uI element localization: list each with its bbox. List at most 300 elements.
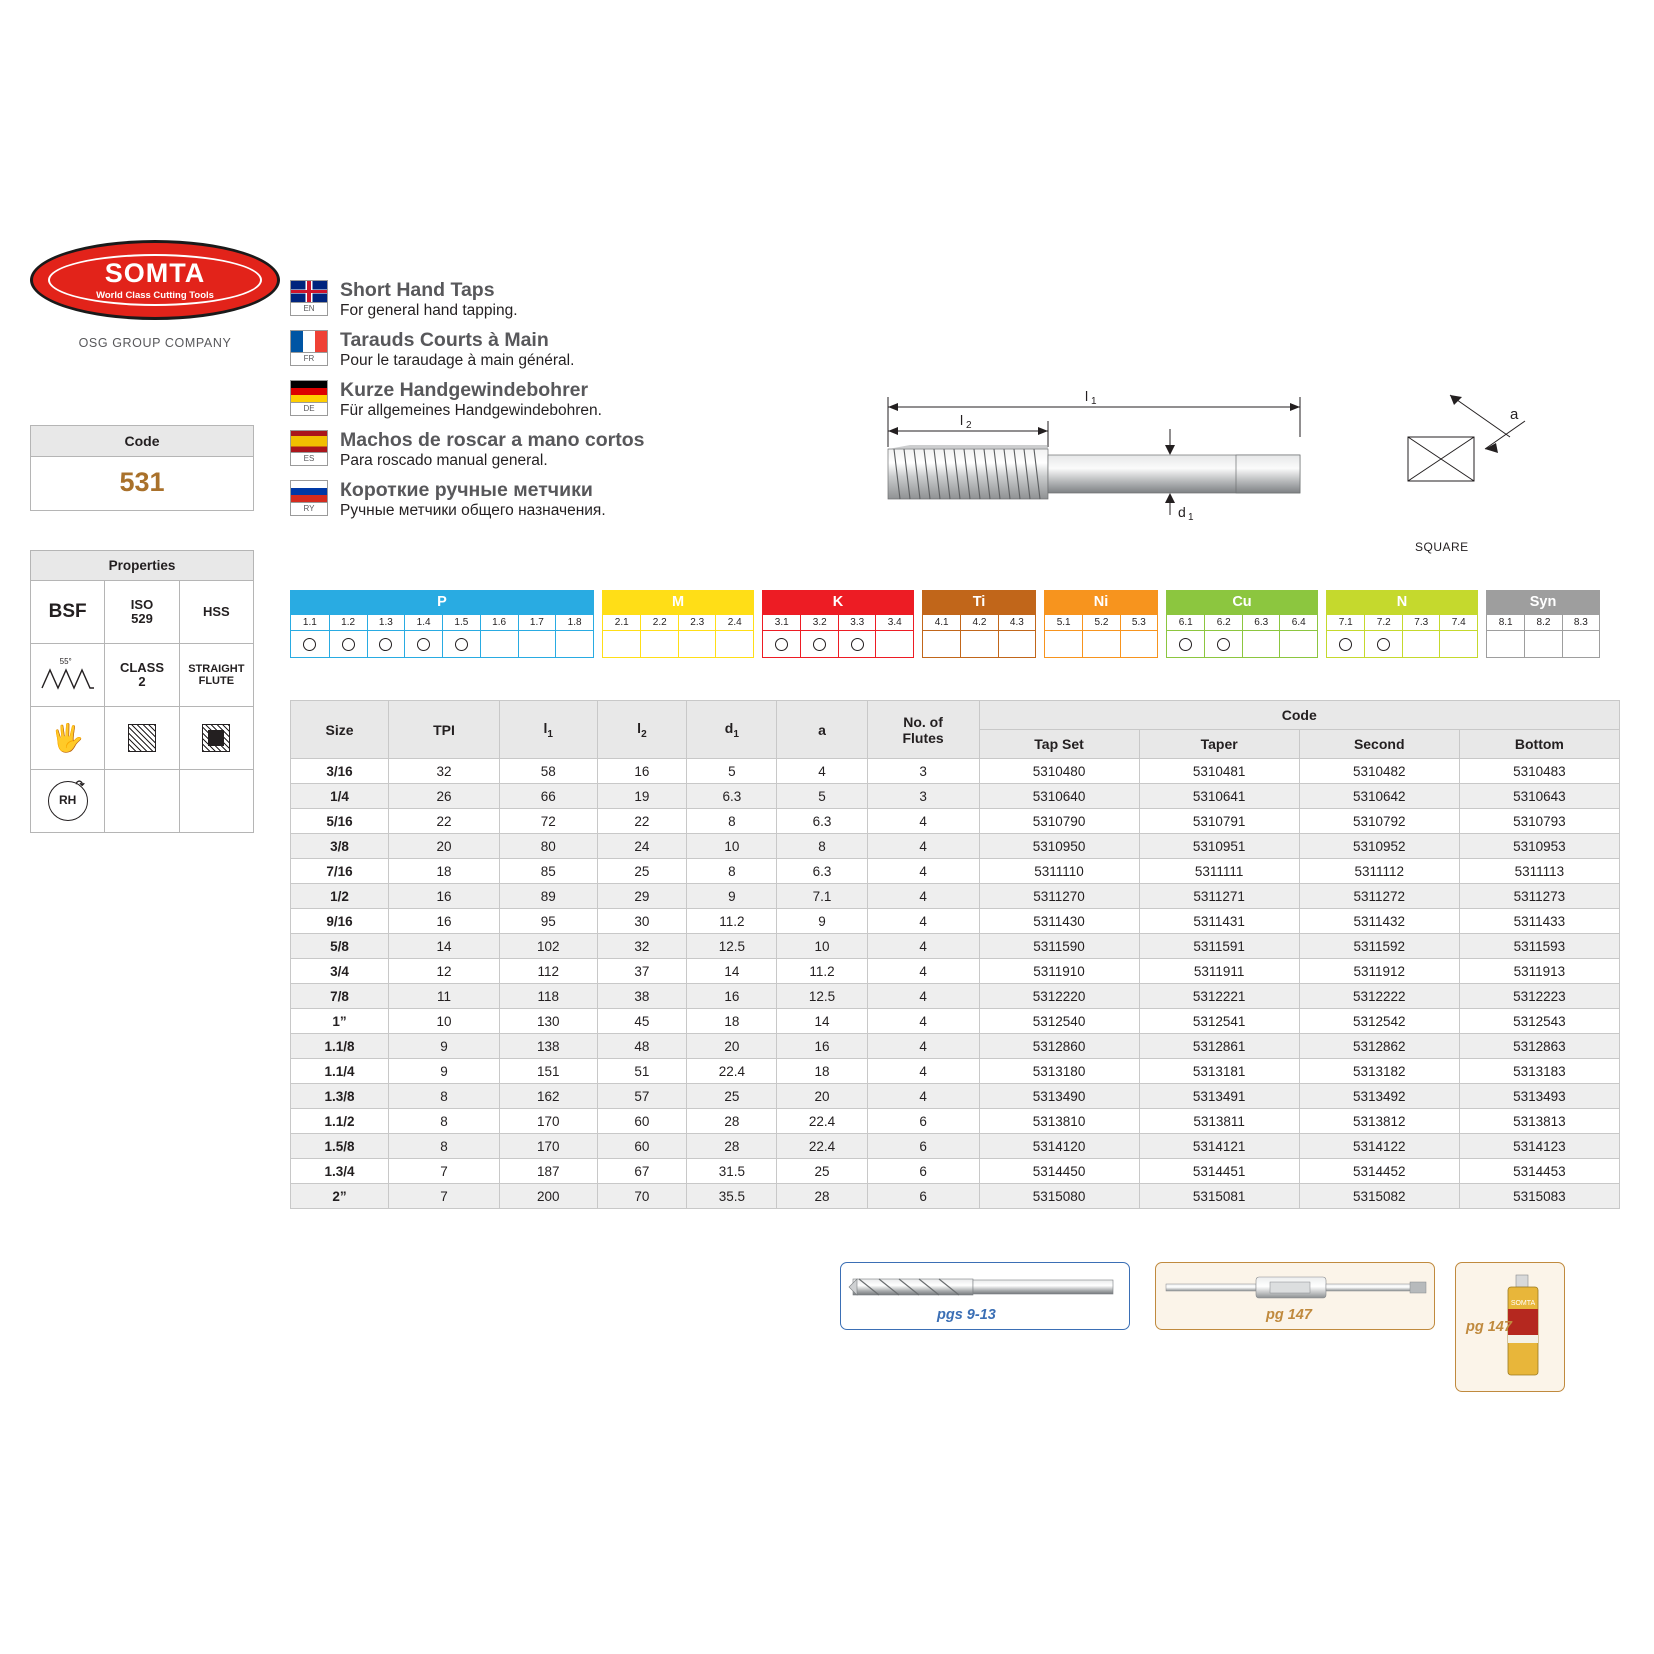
cell-second: 5313492 xyxy=(1299,1084,1459,1109)
cell-a: 6.3 xyxy=(777,859,867,884)
svg-text:1: 1 xyxy=(1091,396,1097,407)
cell-a: 11.2 xyxy=(777,959,867,984)
tap-wrench-reference-box[interactable] xyxy=(1155,1262,1435,1330)
cell-tap-set: 5313180 xyxy=(979,1059,1139,1084)
svg-text:l: l xyxy=(960,412,964,428)
cell-taper: 5310641 xyxy=(1139,784,1299,809)
table-row xyxy=(291,909,1620,934)
cell-size: 1/4 xyxy=(291,784,389,809)
square-shank-diagram xyxy=(1390,375,1580,550)
cell-a: 9 xyxy=(777,909,867,934)
code-box xyxy=(30,425,254,511)
cell-d1: 8 xyxy=(687,809,777,834)
cell-tpi: 8 xyxy=(388,1084,499,1109)
language-row-de xyxy=(290,380,760,420)
cell-a: 4 xyxy=(777,759,867,784)
cell-l2: 16 xyxy=(597,759,687,784)
th-d1: $d_1$ xyxy=(687,701,777,759)
cell-l1: 112 xyxy=(499,959,597,984)
cell-d1: 10 xyxy=(687,834,777,859)
cell-l2: 37 xyxy=(597,959,687,984)
brand-logo xyxy=(30,240,280,350)
cell-tpi: 16 xyxy=(388,884,499,909)
material-group-Cu: Cu 6.1 6.2 6.3 6.4 xyxy=(1166,590,1318,658)
cell-flutes: 4 xyxy=(867,934,979,959)
cell-l2: 70 xyxy=(597,1184,687,1209)
cell-bottom: 5313813 xyxy=(1459,1109,1619,1134)
cell-size: 1.1/4 xyxy=(291,1059,389,1084)
cell-size: 1.1/8 xyxy=(291,1034,389,1059)
table-row xyxy=(291,934,1620,959)
cutting-fluid-reference-caption: pg 147 xyxy=(1466,1319,1512,1335)
cell-flutes: 3 xyxy=(867,784,979,809)
cell-taper: 5310951 xyxy=(1139,834,1299,859)
material-group-label-Ni: Ni xyxy=(1044,590,1158,614)
cell-l2: 51 xyxy=(597,1059,687,1084)
cell-l1: 200 xyxy=(499,1184,597,1209)
material-group-Ni: Ni 5.1 5.2 5.3 xyxy=(1044,590,1158,658)
cell-l1: 102 xyxy=(499,934,597,959)
cell-flutes: 4 xyxy=(867,884,979,909)
cell-tpi: 12 xyxy=(388,959,499,984)
subtitle-de: Für allgemeines Handgewindebohren. xyxy=(340,402,602,420)
title-es: Machos de roscar a mano cortos xyxy=(340,429,645,452)
cell-tap-set: 5311110 xyxy=(979,859,1139,884)
th-l2: $l_2$ xyxy=(597,701,687,759)
cell-l1: 187 xyxy=(499,1159,597,1184)
cell-flutes: 6 xyxy=(867,1109,979,1134)
cell-size: 1.3/8 xyxy=(291,1084,389,1109)
cell-a: 8 xyxy=(777,834,867,859)
properties-row-2 xyxy=(31,644,253,707)
cell-size: 1.1/2 xyxy=(291,1109,389,1134)
cell-bottom: 5311593 xyxy=(1459,934,1619,959)
cell-flutes: 4 xyxy=(867,959,979,984)
cell-bottom: 5311433 xyxy=(1459,909,1619,934)
thread-angle-label: 55° xyxy=(59,657,72,666)
logo-brand-name: SOMTA xyxy=(104,257,206,288)
cell-l1: 95 xyxy=(499,909,597,934)
flag-de-code: DE xyxy=(290,403,328,416)
cell-l2: 60 xyxy=(597,1134,687,1159)
cell-tap-set: 5311430 xyxy=(979,909,1139,934)
cell-tpi: 32 xyxy=(388,759,499,784)
language-row-fr xyxy=(290,330,760,370)
cell-flutes: 4 xyxy=(867,1084,979,1109)
cell-bottom: 5314453 xyxy=(1459,1159,1619,1184)
cell-tpi: 14 xyxy=(388,934,499,959)
cell-a: 22.4 xyxy=(777,1109,867,1134)
cell-size: 7/8 xyxy=(291,984,389,1009)
material-group-label-P: P xyxy=(290,590,594,614)
code-box-header: Code xyxy=(31,426,253,457)
flag-es xyxy=(290,430,328,470)
properties-row-4 xyxy=(31,770,253,832)
table-row xyxy=(291,984,1620,1009)
cell-a: 20 xyxy=(777,1084,867,1109)
cell-l2: 57 xyxy=(597,1084,687,1109)
cell-taper: 5311271 xyxy=(1139,884,1299,909)
cell-tpi: 26 xyxy=(388,784,499,809)
cell-size: 5/16 xyxy=(291,809,389,834)
cell-d1: 20 xyxy=(687,1034,777,1059)
cell-second: 5311432 xyxy=(1299,909,1459,934)
table-row xyxy=(291,1109,1620,1134)
cell-l2: 45 xyxy=(597,1009,687,1034)
table-row xyxy=(291,1184,1620,1209)
cell-bottom: 5311113 xyxy=(1459,859,1619,884)
svg-text:2: 2 xyxy=(966,420,972,431)
table-header-row-1 xyxy=(291,701,1620,730)
cell-d1: 22.4 xyxy=(687,1059,777,1084)
flag-de xyxy=(290,380,328,420)
cell-a: 14 xyxy=(777,1009,867,1034)
th-code-group: Code xyxy=(979,701,1620,730)
cell-l2: 60 xyxy=(597,1109,687,1134)
th-bottom: Bottom xyxy=(1459,730,1619,759)
cell-d1: 28 xyxy=(687,1109,777,1134)
table-row xyxy=(291,834,1620,859)
flag-ru-code: RY xyxy=(290,503,328,516)
cell-taper: 5312541 xyxy=(1139,1009,1299,1034)
cell-l1: 170 xyxy=(499,1134,597,1159)
cell-l2: 29 xyxy=(597,884,687,909)
cell-tpi: 8 xyxy=(388,1134,499,1159)
cell-tpi: 10 xyxy=(388,1009,499,1034)
properties-empty-2 xyxy=(180,770,253,832)
cell-taper: 5312221 xyxy=(1139,984,1299,1009)
cell-d1: 35.5 xyxy=(687,1184,777,1209)
flag-fr-icon xyxy=(290,330,328,353)
thread-angle-icon xyxy=(31,644,105,706)
cell-second: 5311272 xyxy=(1299,884,1459,909)
subtitle-en: For general hand tapping. xyxy=(340,301,518,319)
cell-a: 12.5 xyxy=(777,984,867,1009)
cell-bottom: 5313183 xyxy=(1459,1059,1619,1084)
th-size: Size xyxy=(291,701,389,759)
cell-taper: 5311591 xyxy=(1139,934,1299,959)
cell-l2: 67 xyxy=(597,1159,687,1184)
cell-bottom: 5315083 xyxy=(1459,1184,1619,1209)
cell-tpi: 7 xyxy=(388,1184,499,1209)
cell-size: 1.3/4 xyxy=(291,1159,389,1184)
cell-flutes: 4 xyxy=(867,834,979,859)
cell-tpi: 22 xyxy=(388,809,499,834)
cell-tap-set: 5315080 xyxy=(979,1184,1139,1209)
cell-second: 5312542 xyxy=(1299,1009,1459,1034)
flag-ru-icon xyxy=(290,480,328,503)
cell-flutes: 4 xyxy=(867,1059,979,1084)
svg-text:a: a xyxy=(1510,406,1519,423)
table-row xyxy=(291,1084,1620,1109)
cell-tap-set: 5314120 xyxy=(979,1134,1139,1159)
material-group-N: N 7.1 7.2 7.3 7.4 xyxy=(1326,590,1478,658)
cell-second: 5310642 xyxy=(1299,784,1459,809)
cell-size: 1” xyxy=(291,1009,389,1034)
drill-bit-icon xyxy=(843,1267,1129,1307)
table-row xyxy=(291,959,1620,984)
th-taper: Taper xyxy=(1139,730,1299,759)
title-de: Kurze Handgewindebohrer xyxy=(340,379,589,402)
cell-second: 5314452 xyxy=(1299,1159,1459,1184)
material-application-bar xyxy=(290,590,1620,658)
cell-size: 3/4 xyxy=(291,959,389,984)
cell-taper: 5310791 xyxy=(1139,809,1299,834)
svg-text:l: l xyxy=(1085,388,1089,404)
material-group-P: P 1.1 1.2 1.3 1.4 1.5 1.6 1.7 1.8 xyxy=(290,590,594,658)
th-tap-set: Tap Set xyxy=(979,730,1139,759)
cell-a: 22.4 xyxy=(777,1134,867,1159)
cell-bottom: 5312863 xyxy=(1459,1034,1619,1059)
cell-l2: 32 xyxy=(597,934,687,959)
cell-flutes: 4 xyxy=(867,1009,979,1034)
material-group-label-Cu: Cu xyxy=(1166,590,1318,614)
cell-second: 5311912 xyxy=(1299,959,1459,984)
cell-a: 16 xyxy=(777,1034,867,1059)
cell-d1: 14 xyxy=(687,959,777,984)
flag-es-code: ES xyxy=(290,453,328,466)
cell-bottom: 5310793 xyxy=(1459,809,1619,834)
cutting-fluid-reference-box[interactable] xyxy=(1455,1262,1565,1392)
th-second: Second xyxy=(1299,730,1459,759)
material-group-label-N: N xyxy=(1326,590,1478,614)
cell-l1: 72 xyxy=(499,809,597,834)
cell-bottom: 5310483 xyxy=(1459,759,1619,784)
tap-wrench-reference-caption: pg 147 xyxy=(1266,1307,1312,1323)
cell-size: 1/2 xyxy=(291,884,389,909)
cell-tap-set: 5311270 xyxy=(979,884,1139,909)
table-row xyxy=(291,1059,1620,1084)
cell-flutes: 3 xyxy=(867,759,979,784)
cell-second: 5311592 xyxy=(1299,934,1459,959)
cell-flutes: 4 xyxy=(867,809,979,834)
cell-taper: 5314451 xyxy=(1139,1159,1299,1184)
cell-bottom: 5313493 xyxy=(1459,1084,1619,1109)
svg-text:d: d xyxy=(1178,504,1186,520)
cell-d1: 12.5 xyxy=(687,934,777,959)
cell-bottom: 5311273 xyxy=(1459,884,1619,909)
hand-tapping-icon: 🖐 xyxy=(31,707,105,769)
cell-l1: 151 xyxy=(499,1059,597,1084)
logo-tagline: World Class Cutting Tools xyxy=(96,289,214,301)
cell-tap-set: 5313810 xyxy=(979,1109,1139,1134)
cell-a: 7.1 xyxy=(777,884,867,909)
cell-tpi: 7 xyxy=(388,1159,499,1184)
cell-flutes: 6 xyxy=(867,1159,979,1184)
cell-second: 5310482 xyxy=(1299,759,1459,784)
cell-size: 1.5/8 xyxy=(291,1134,389,1159)
flag-en-code: EN xyxy=(290,303,328,316)
right-hand-label: RH xyxy=(58,793,77,808)
drill-reference-box[interactable] xyxy=(840,1262,1130,1330)
cell-taper: 5315081 xyxy=(1139,1184,1299,1209)
cell-tap-set: 5310790 xyxy=(979,809,1139,834)
cell-l2: 30 xyxy=(597,909,687,934)
cell-tpi: 20 xyxy=(388,834,499,859)
flag-fr xyxy=(290,330,328,370)
cell-tap-set: 5311590 xyxy=(979,934,1139,959)
properties-header: Properties xyxy=(31,551,253,581)
material-group-label-K: K xyxy=(762,590,914,614)
language-row-es xyxy=(290,430,760,470)
cell-flutes: 4 xyxy=(867,859,979,884)
square-shank-icon xyxy=(105,707,179,769)
th-flutes: No. of Flutes xyxy=(867,701,979,759)
cell-d1: 18 xyxy=(687,1009,777,1034)
cell-d1: 31.5 xyxy=(687,1159,777,1184)
property-iso: ISO 529 xyxy=(105,581,179,643)
cell-taper: 5311431 xyxy=(1139,909,1299,934)
cell-tpi: 11 xyxy=(388,984,499,1009)
table-row xyxy=(291,784,1620,809)
cell-tpi: 9 xyxy=(388,1034,499,1059)
cell-l1: 85 xyxy=(499,859,597,884)
language-descriptions xyxy=(290,280,760,531)
cell-tap-set: 5311910 xyxy=(979,959,1139,984)
cell-d1: 8 xyxy=(687,859,777,884)
cell-a: 10 xyxy=(777,934,867,959)
cell-l1: 130 xyxy=(499,1009,597,1034)
cell-l1: 170 xyxy=(499,1109,597,1134)
property-material: HSS xyxy=(202,603,230,619)
cell-l1: 58 xyxy=(499,759,597,784)
language-row-en xyxy=(290,280,760,320)
cell-bottom: 5312223 xyxy=(1459,984,1619,1009)
cell-tpi: 8 xyxy=(388,1109,499,1134)
flag-fr-code: FR xyxy=(290,353,328,366)
code-box-value: 531 xyxy=(119,467,165,497)
th-l1: $l_1$ xyxy=(499,701,597,759)
properties-row-3 xyxy=(31,707,253,770)
cell-bottom: 5314123 xyxy=(1459,1134,1619,1159)
cell-d1: 5 xyxy=(687,759,777,784)
material-group-Syn: Syn 8.1 8.2 8.3 xyxy=(1486,590,1600,658)
cell-bottom: 5310953 xyxy=(1459,834,1619,859)
title-fr: Tarauds Courts à Main xyxy=(340,329,549,352)
right-hand-icon: ↷ RH xyxy=(31,770,105,832)
cell-second: 5311112 xyxy=(1299,859,1459,884)
cell-a: 25 xyxy=(777,1159,867,1184)
subtitle-ru: Ручные метчики общего назначения. xyxy=(340,502,606,520)
cell-tap-set: 5312220 xyxy=(979,984,1139,1009)
cell-l1: 118 xyxy=(499,984,597,1009)
title-en: Short Hand Taps xyxy=(340,279,495,301)
cell-taper: 5311911 xyxy=(1139,959,1299,984)
cell-size: 5/8 xyxy=(291,934,389,959)
table-body xyxy=(291,759,1620,1209)
svg-text:1: 1 xyxy=(1188,512,1194,523)
cell-a: 6.3 xyxy=(777,809,867,834)
table-row xyxy=(291,884,1620,909)
material-group-label-Ti: Ti xyxy=(922,590,1036,614)
cell-l2: 25 xyxy=(597,859,687,884)
cell-d1: 28 xyxy=(687,1134,777,1159)
svg-text:SOMTA: SOMTA xyxy=(1510,1300,1536,1307)
table-row xyxy=(291,1034,1620,1059)
square-solid-icon xyxy=(180,707,253,769)
cell-a: 18 xyxy=(777,1059,867,1084)
table-row xyxy=(291,759,1620,784)
group-company-line: OSG GROUP COMPANY xyxy=(78,336,232,350)
cell-second: 5314122 xyxy=(1299,1134,1459,1159)
flag-en-icon xyxy=(290,280,328,303)
cell-taper: 5311111 xyxy=(1139,859,1299,884)
cell-tap-set: 5310480 xyxy=(979,759,1139,784)
cell-tap-set: 5310640 xyxy=(979,784,1139,809)
cell-tap-set: 5314450 xyxy=(979,1159,1139,1184)
cell-second: 5313812 xyxy=(1299,1109,1459,1134)
cell-taper: 5313181 xyxy=(1139,1059,1299,1084)
cell-l2: 24 xyxy=(597,834,687,859)
logo-oval xyxy=(30,240,280,320)
title-ru: Короткие ручные метчики xyxy=(340,479,593,502)
cell-d1: 9 xyxy=(687,884,777,909)
tap-wrench-icon xyxy=(1158,1269,1434,1309)
drill-reference-caption: pgs 9-13 xyxy=(937,1307,996,1323)
tap-dimension-diagram xyxy=(880,375,1440,550)
cell-l1: 80 xyxy=(499,834,597,859)
material-group-Ti: Ti 4.1 4.2 4.3 xyxy=(922,590,1036,658)
cell-taper: 5310481 xyxy=(1139,759,1299,784)
language-row-ru xyxy=(290,480,760,520)
material-group-M: M 2.1 2.2 2.3 2.4 xyxy=(602,590,754,658)
cell-tap-set: 5312540 xyxy=(979,1009,1139,1034)
cell-taper: 5313811 xyxy=(1139,1109,1299,1134)
cell-size: 3/8 xyxy=(291,834,389,859)
cell-flutes: 4 xyxy=(867,984,979,1009)
cell-l2: 48 xyxy=(597,1034,687,1059)
cell-taper: 5312861 xyxy=(1139,1034,1299,1059)
material-group-K: K 3.1 3.2 3.3 3.4 xyxy=(762,590,914,658)
cell-second: 5310952 xyxy=(1299,834,1459,859)
logo-inner-oval xyxy=(48,254,262,306)
cell-l1: 162 xyxy=(499,1084,597,1109)
table-row xyxy=(291,1009,1620,1034)
cell-second: 5313182 xyxy=(1299,1059,1459,1084)
table-row xyxy=(291,859,1620,884)
table-row xyxy=(291,1134,1620,1159)
cell-second: 5310792 xyxy=(1299,809,1459,834)
cell-l1: 66 xyxy=(499,784,597,809)
flag-de-icon xyxy=(290,380,328,403)
table-row xyxy=(291,809,1620,834)
cell-size: 7/16 xyxy=(291,859,389,884)
cell-second: 5312862 xyxy=(1299,1034,1459,1059)
square-diagram-label: SQUARE xyxy=(1415,540,1469,554)
cell-size: 2” xyxy=(291,1184,389,1209)
cell-second: 5312222 xyxy=(1299,984,1459,1009)
cell-tpi: 18 xyxy=(388,859,499,884)
cell-second: 5315082 xyxy=(1299,1184,1459,1209)
cell-taper: 5314121 xyxy=(1139,1134,1299,1159)
flag-en xyxy=(290,280,328,320)
specifications-table xyxy=(290,700,1620,1209)
cell-flutes: 6 xyxy=(867,1134,979,1159)
flag-ru xyxy=(290,480,328,520)
cell-l1: 138 xyxy=(499,1034,597,1059)
subtitle-es: Para roscado manual general. xyxy=(340,452,548,470)
cell-a: 28 xyxy=(777,1184,867,1209)
cell-tap-set: 5310950 xyxy=(979,834,1139,859)
cell-flutes: 4 xyxy=(867,1034,979,1059)
cell-flutes: 4 xyxy=(867,909,979,934)
cell-bottom: 5311913 xyxy=(1459,959,1619,984)
cell-l2: 22 xyxy=(597,809,687,834)
cell-tpi: 16 xyxy=(388,909,499,934)
cell-l1: 89 xyxy=(499,884,597,909)
properties-box xyxy=(30,550,254,833)
material-group-label-M: M xyxy=(602,590,754,614)
